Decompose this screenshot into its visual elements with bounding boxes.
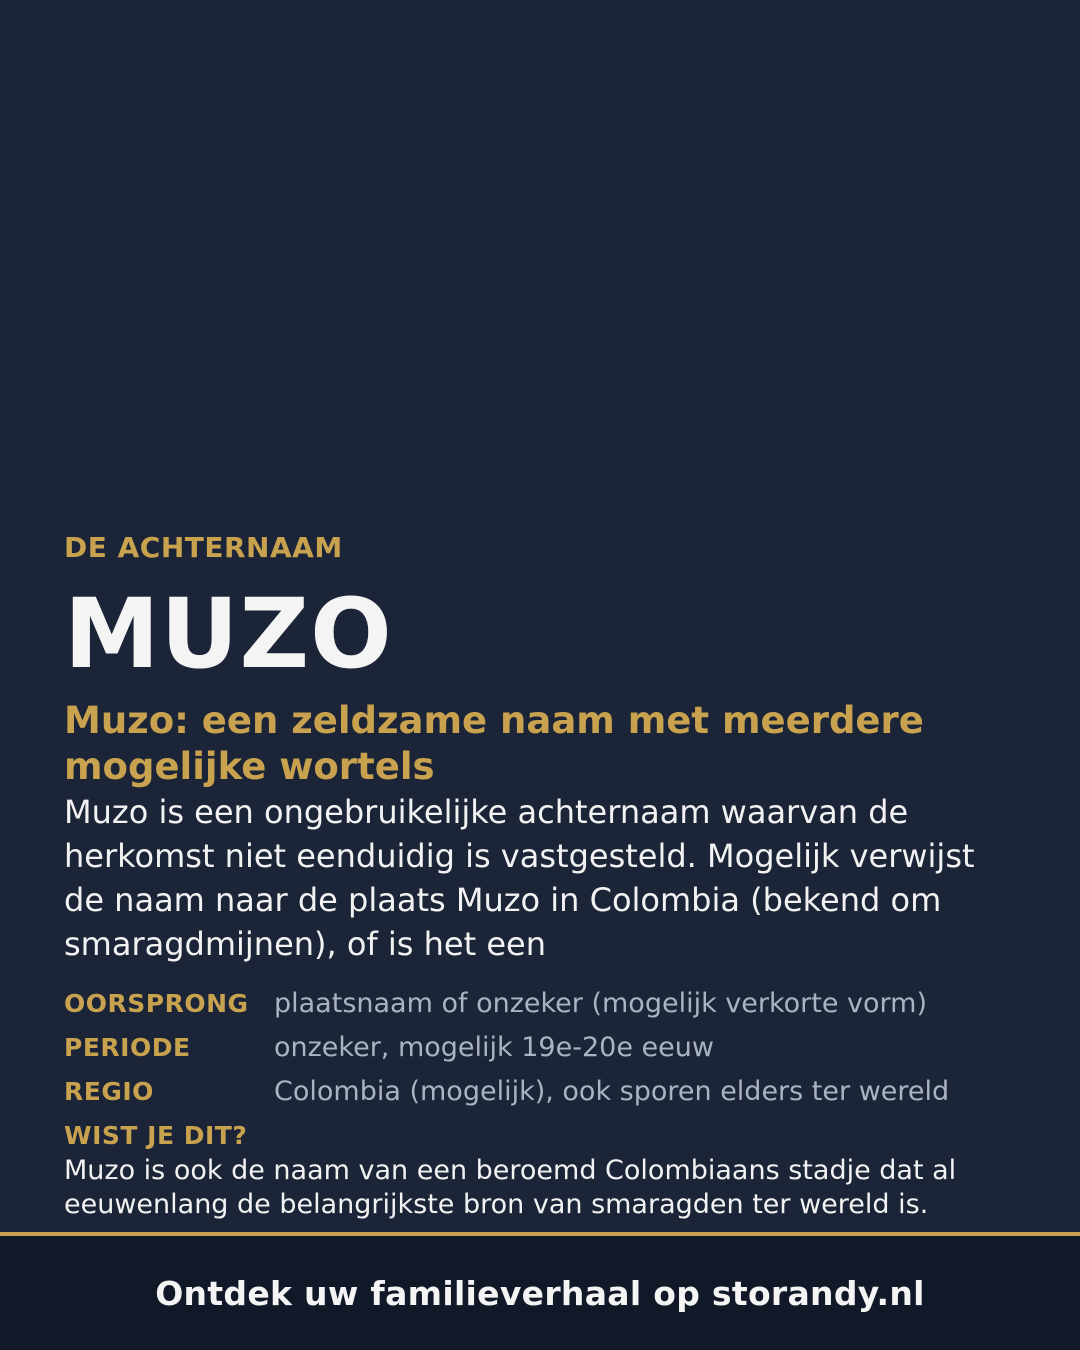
fact-value: onzeker, mogelijk 19e-20e eeuw bbox=[274, 1032, 714, 1063]
fact-value: plaatsnaam of onzeker (mogelijk verkorte vorm) bbox=[274, 988, 928, 1019]
fact-value: Colombia (mogelijk), ook sporen elders ter wereld bbox=[274, 1076, 950, 1107]
description-text: Muzo is een ongebruikelijke achternaam waarvan de herkomst niet eenduidig is vastgesteld. Mogelijk verwijst de naam naar de plaats Muzo in Colombia (bekend om smaragdmijnen), of is het een bbox=[64, 793, 975, 963]
fact-row-periode bbox=[64, 1032, 1024, 1076]
subtitle: Muzo: een zeldzame naam met meerdere mogelijke wortels bbox=[64, 699, 924, 788]
fact-row-oorsprong bbox=[64, 988, 1024, 1032]
facts-list bbox=[64, 988, 1024, 1120]
surname-title: MUZO bbox=[64, 578, 393, 690]
footer-banner bbox=[0, 1232, 1080, 1350]
tip-title: WIST JE DIT? bbox=[64, 1121, 248, 1150]
eyebrow-label: DE ACHTERNAAM bbox=[64, 531, 343, 564]
tip-text: Muzo is ook de naam van een beroemd Colombiaans stadje dat al eeuwenlang de belangrijkste bron van smaragden ter wereld is. bbox=[64, 1155, 957, 1220]
fact-label: OORSPRONG bbox=[64, 989, 249, 1018]
card-content bbox=[64, 530, 1024, 1222]
fact-label: REGIO bbox=[64, 1077, 154, 1106]
footer-cta: Ontdek uw familieverhaal op storandy.nl bbox=[155, 1273, 925, 1313]
fact-label: PERIODE bbox=[64, 1033, 191, 1062]
fact-row-regio bbox=[64, 1076, 1024, 1120]
